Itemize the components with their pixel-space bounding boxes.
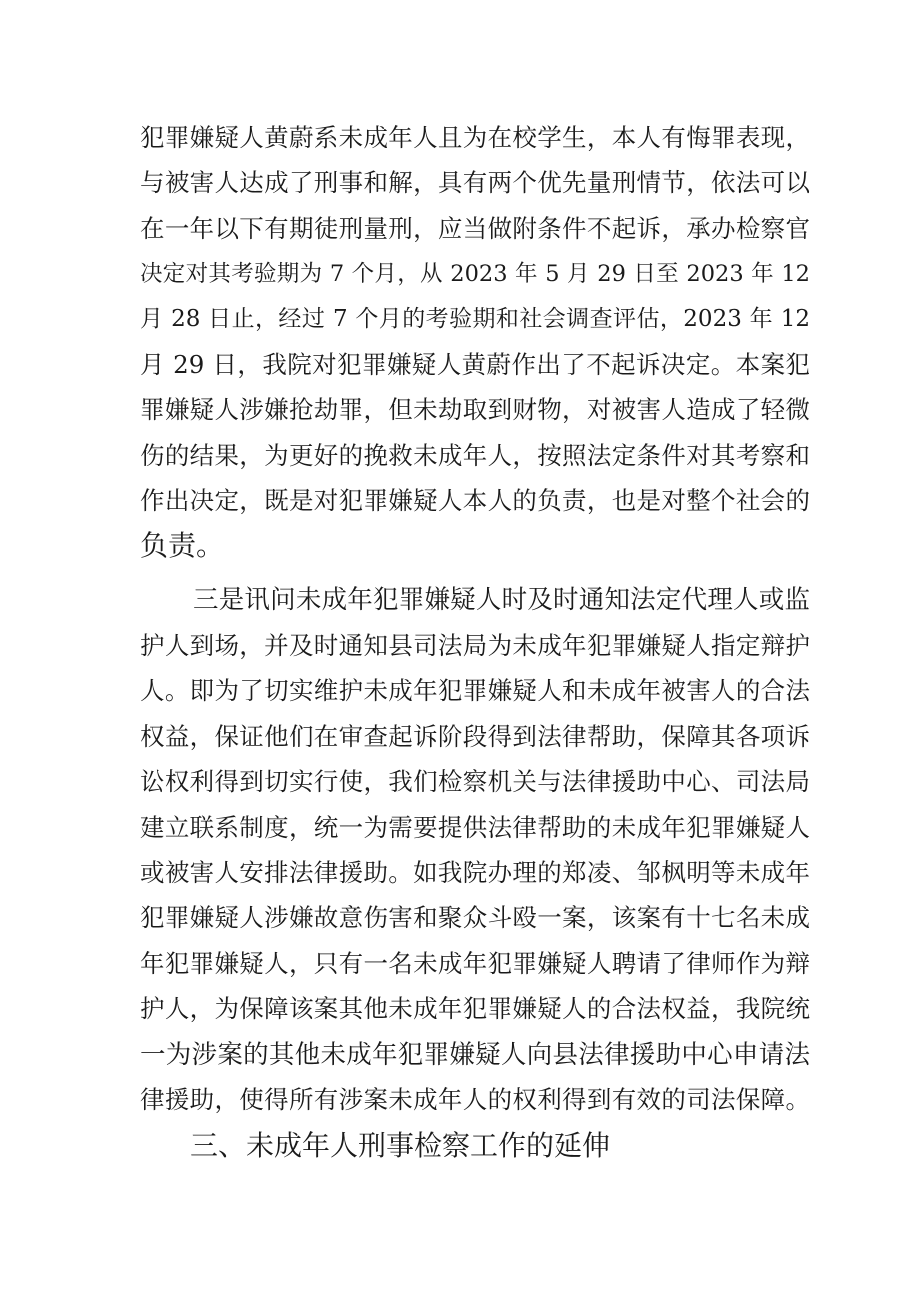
paragraph-1-line-6: 月 29 日，我院对犯罪嫌疑人黄蔚作出了不起诉决定。本案犯 [140,350,810,379]
paragraph-2-line-7: 或被害人安排法律援助。如我院办理的郑凌、邹枫明等未成年 [140,858,810,887]
paragraph-2-line-11: 一为涉案的其他未成年犯罪嫌疑人向县法律援助中心申请法 [140,1040,810,1070]
paragraph-2-line-8: 犯罪嫌疑人涉嫌故意伤害和聚众斗殴一案，该案有十七名未成 [140,903,810,932]
paragraph-1-line-3: 在一年以下有期徒刑量刑，应当做附条件不起诉，承办检察官 [140,214,810,243]
paragraph-2-line-6: 建立联系制度，统一为需要提供法律帮助的未成年犯罪嫌疑人 [140,813,810,842]
paragraph-1-line-1: 犯罪嫌疑人黄蔚系未成年人且为在校学生，本人有悔罪表现， [140,123,810,152]
paragraph-2-line-12: 律援助，使得所有涉案未成年人的权利得到有效的司法保障。 [140,1085,810,1114]
paragraph-2-line-1: 三是讯问未成年犯罪嫌疑人时及时通知法定代理人或监 [193,585,810,615]
paragraph-1-line-9: 作出决定，既是对犯罪嫌疑人本人的负责，也是对整个社会的 [140,486,810,515]
paragraph-2-line-4: 权益，保证他们在审查起诉阶段得到法律帮助，保障其各项诉 [140,722,810,751]
paragraph-1-line-4: 决定对其考验期为 7 个月，从 2023 年 5 月 29 日至 2023 年 12 [140,261,810,287]
section-heading: 三、未成年人刑事检察工作的延伸 [190,1129,611,1162]
paragraph-1-line-2: 与被害人达成了刑事和解，具有两个优先量刑情节，依法可以 [140,168,810,197]
paragraph-1-line-7: 罪嫌疑人涉嫌抢劫罪，但未劫取到财物，对被害人造成了轻微 [140,395,810,424]
paragraph-2-line-10: 护人，为保障该案其他未成年犯罪嫌疑人的合法权益，我院统 [140,994,810,1023]
paragraph-1-line-10: 负责。 [140,529,225,562]
paragraph-2-line-2: 护人到场，并及时通知县司法局为未成年犯罪嫌疑人指定辩护 [140,631,810,660]
paragraph-2-line-3: 人。即为了切实维护未成年犯罪嫌疑人和未成年被害人的合法 [140,676,810,705]
paragraph-2-line-5: 讼权利得到切实行使，我们检察机关与法律援助中心、司法局 [140,767,810,796]
paragraph-1-line-5: 月 28 日止，经过 7 个月的考验期和社会调查评估，2023 年 12 [140,306,810,332]
paragraph-2-line-9: 年犯罪嫌疑人，只有一名未成年犯罪嫌疑人聘请了律师作为辩 [140,949,810,978]
paragraph-1-line-8: 伤的结果，为更好的挽救未成年人，按照法定条件对其考察和 [140,441,810,470]
